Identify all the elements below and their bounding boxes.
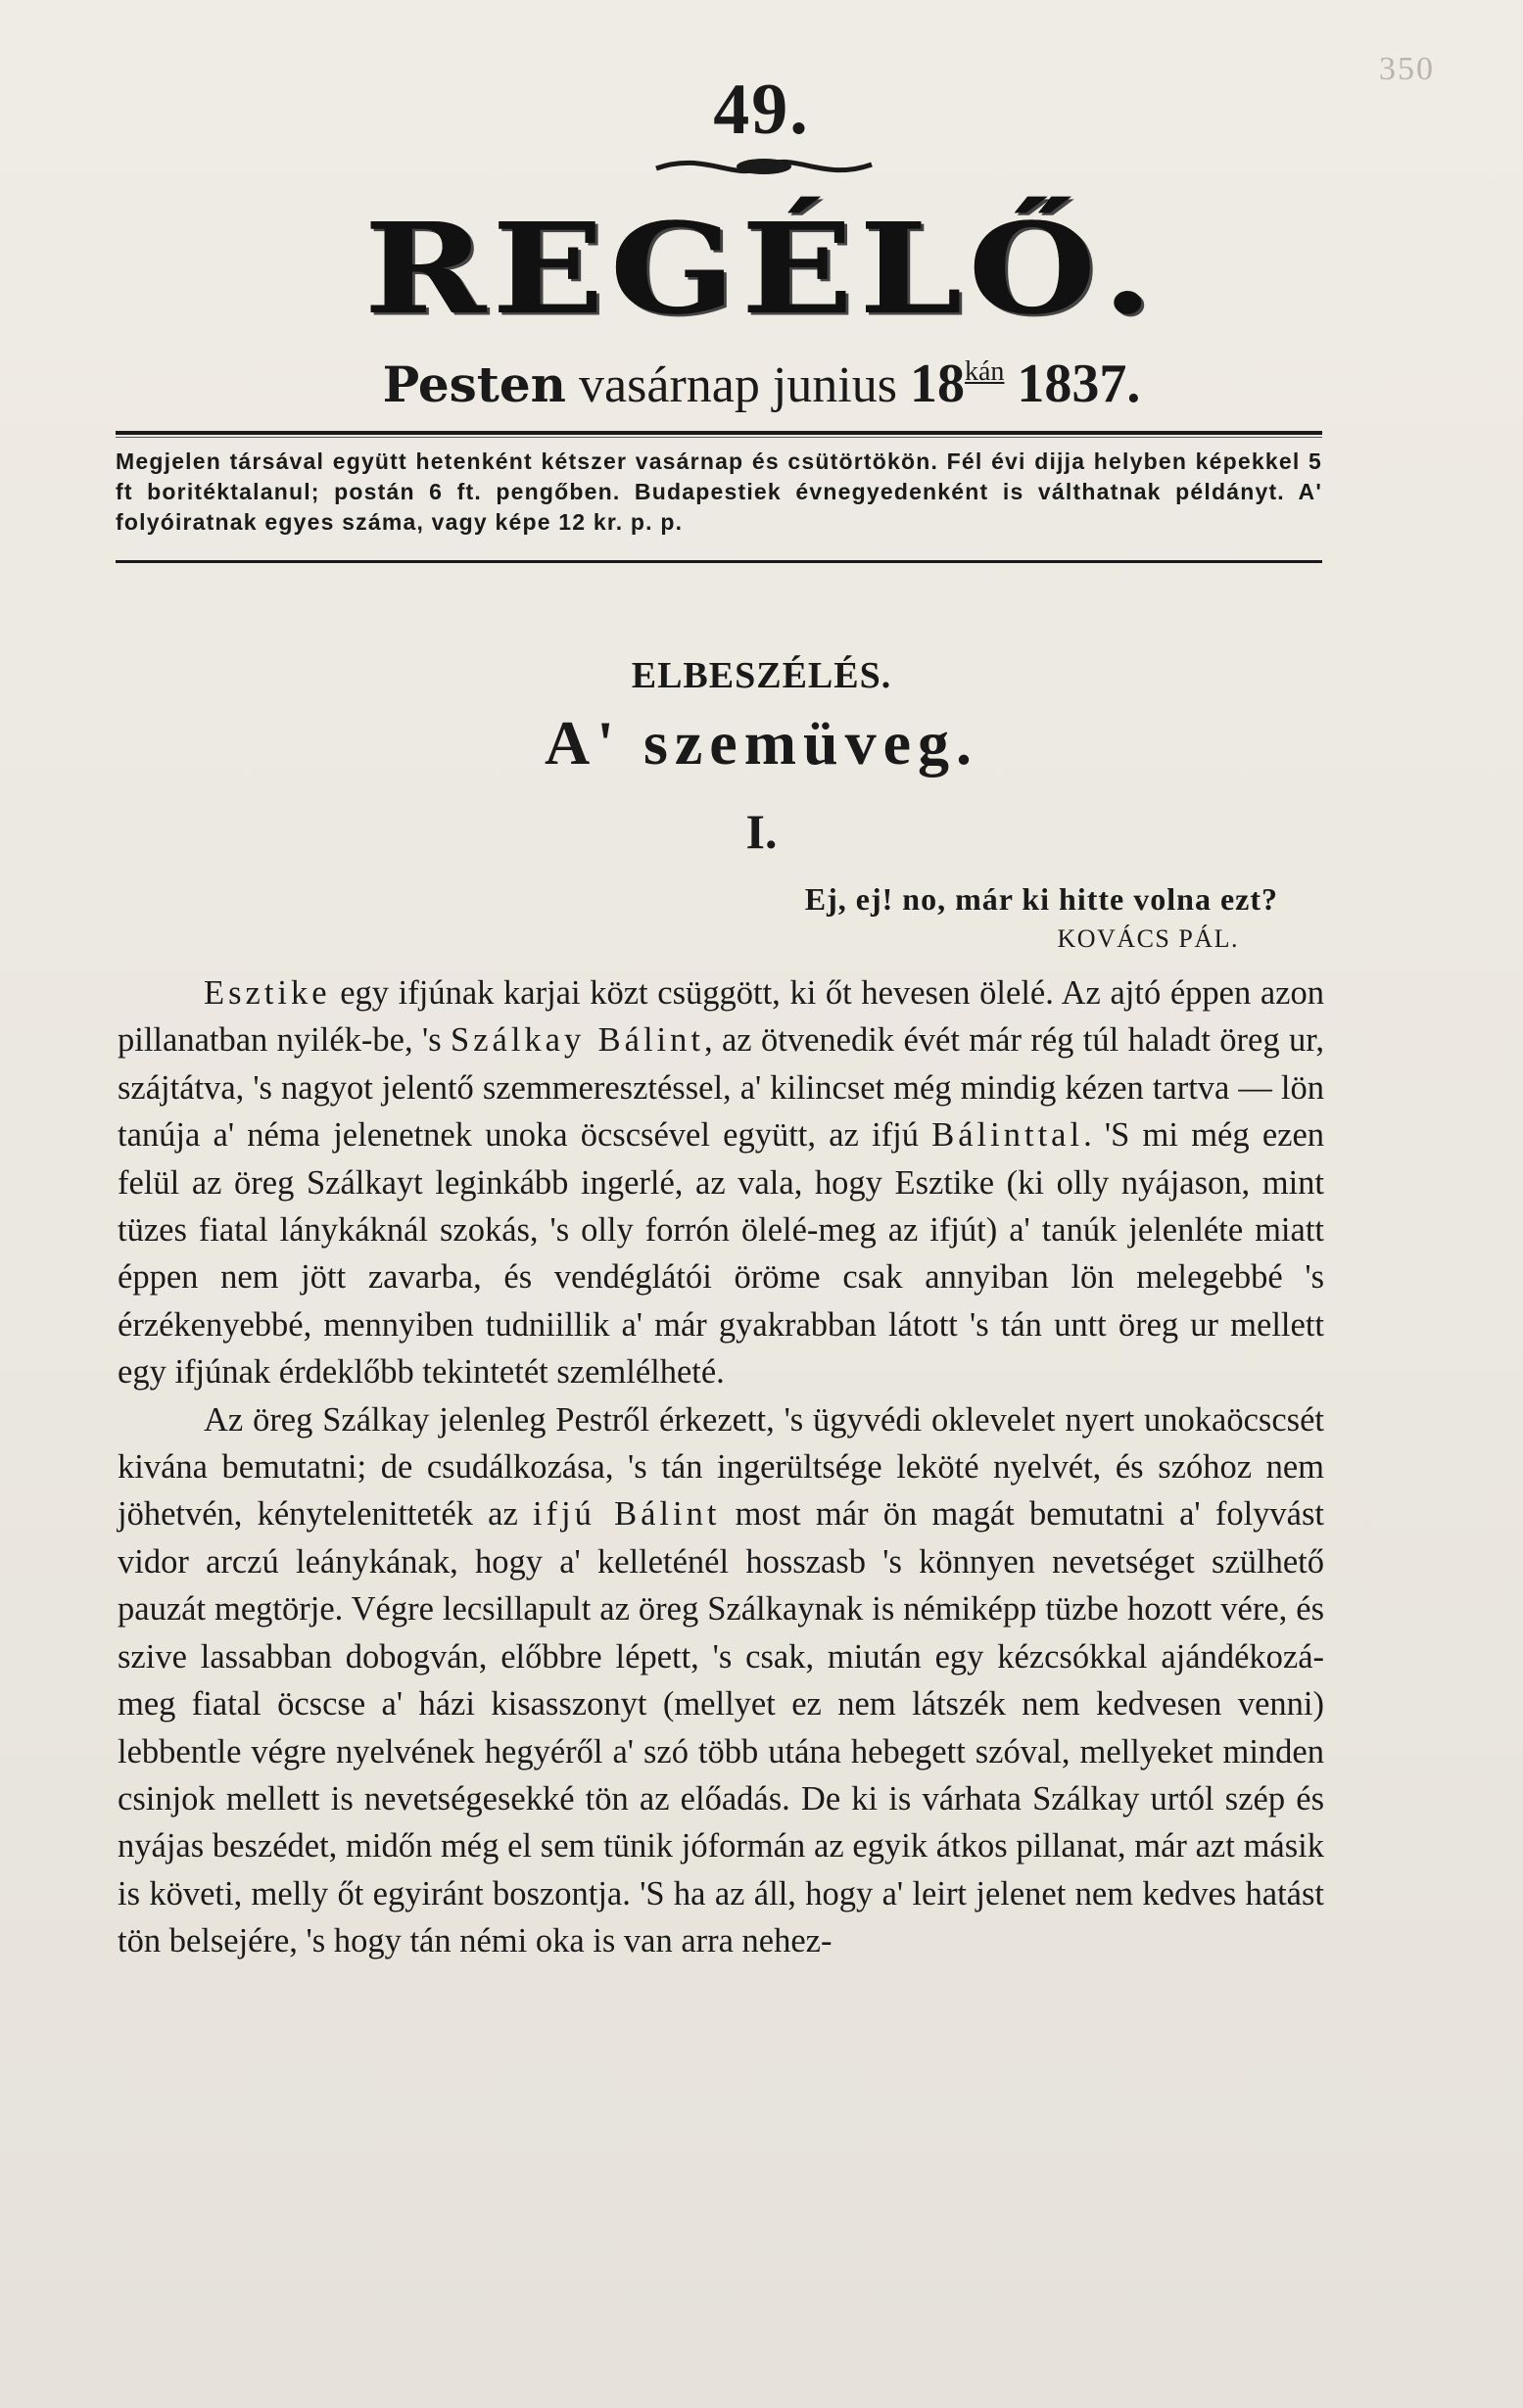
notice-rule bbox=[116, 560, 1322, 563]
dateline-text: vasárnap junius bbox=[579, 357, 897, 413]
dateline-day: 18 bbox=[909, 354, 965, 414]
name-ifju-balint: ifjú Bálint bbox=[532, 1495, 721, 1534]
dateline bbox=[0, 353, 1523, 415]
story-body bbox=[118, 969, 1324, 1965]
paragraph-text: Az öreg Szálkay jelenleg Pestről érkezett, 's ügyvédi oklevelet nyert unokaöcscsét kivána bemutatni; de csudálkozása, 's tán ingerültsége leköté nyelvét, és szóhoz nem jöhetvén, kénytelenitteték az bbox=[118, 1400, 1324, 1534]
paragraph-text: most már ön magát bemutatni a' folyvást vidor arczú leánykának, hogy a' kelleténél hosszasb 's könnyen nevetséget szülhető pauzát megtörje. Végre lecsillapult az öreg Szálkaynak is némiképp tüzbe hozott vére, és szive lassabban dobogván, előbbre lépett, 's csak, miután egy kézcsókkal ajándékozá-meg fiatal öcscse a' házi kisasszonyt (mellyet ez nem látszék nem kedvesen venni) lebbentle végre nyelvének hegyéről a' szó több utána hebegett szóval, mellyeket minden csinjok mellett is nevetségesekké tön az előadás. De ki is várhata Szálkay urtól szép és nyájas beszédet, midőn még el sem tünik jóformán az egyik átkos pillanat, már azt másik is követi, melly őt egyiránt boszontja. 'S ha az áll, hogy a' leirt jelenet nem kedves hatást tön belsejére, 's hogy tán némi oka is van arra nehez- bbox=[118, 1495, 1324, 1960]
ornament-flourish-icon bbox=[646, 147, 881, 186]
subscription-notice: Megjelen társával együtt hetenként kétszer vasárnap és csütörtökön. Fél évi dijja helyben képekkel 5 ft boritéktalanul; postán 6 ft. pengőben. Budapestiek évnegyedenként is válthatnak példányt. A' folyóiratnak egyes száma, vagy képe 12 kr. p. p. bbox=[116, 449, 1322, 535]
page-number: 350 bbox=[1379, 51, 1435, 87]
chapter-number: I. bbox=[745, 804, 778, 859]
name-szalkay-balint: Szálkay Bálint bbox=[451, 1021, 704, 1060]
paragraph bbox=[118, 969, 1324, 1396]
story-title: A' szemüveg. bbox=[544, 708, 979, 778]
epigraph-author: KOVÁCS PÁL. bbox=[1057, 924, 1239, 953]
dateline-day-suffix: kán bbox=[964, 356, 1005, 387]
paragraph bbox=[118, 1396, 1324, 1965]
paragraph-text: , az ötvenedik évét már rég túl haladt öreg ur, szájtátva, 's nagyot jelentő szemmeresztéssel, a' kilincset még mindig kézen tartva — lön tanúja a' néma jelenetnek unoka öcscsével együtt, az ifjú bbox=[118, 1021, 1324, 1155]
header-rule bbox=[116, 431, 1322, 435]
issue-number: 49. bbox=[713, 70, 810, 150]
name-balinttal: Bálinttal bbox=[931, 1116, 1084, 1155]
header-rule-thin bbox=[116, 437, 1322, 438]
paragraph-text: egy ifjúnak karjai közt csüggött, ki őt hevesen ölelé. Az ajtó éppen azon pillanatban nyilék-be, 's bbox=[118, 974, 1324, 1060]
epigraph-quote: Ej, ej! no, már ki hitte volna ezt? bbox=[804, 881, 1278, 917]
dateline-year: 1837. bbox=[1017, 354, 1141, 414]
section-heading: ELBESZÉLÉS. bbox=[631, 655, 892, 696]
name-esztike: Esztike bbox=[204, 974, 331, 1012]
dateline-city: Pesten bbox=[382, 355, 567, 413]
masthead-title: REGÉLŐ. bbox=[363, 196, 1160, 343]
paragraph-text: . 'S mi még ezen felül az öreg Szálkayt leginkább ingerlé, az vala, hogy Esztike (ki olly nyájason, mint tüzes fiatal lánykáknál szokás, 's olly forrón ölelé-meg az ifjút) a' tanúk jelenléte miatt éppen nem jött zavarba, és vendéglátói öröme csak annyiban lön melegebbé 's érzékenyebbé, mennyiben tudniillik a' már gyakrabban látott 's tán untt öreg ur mellett egy ifjúnak érdeklőbb tekintetét szemlélheté. bbox=[118, 1116, 1325, 1392]
